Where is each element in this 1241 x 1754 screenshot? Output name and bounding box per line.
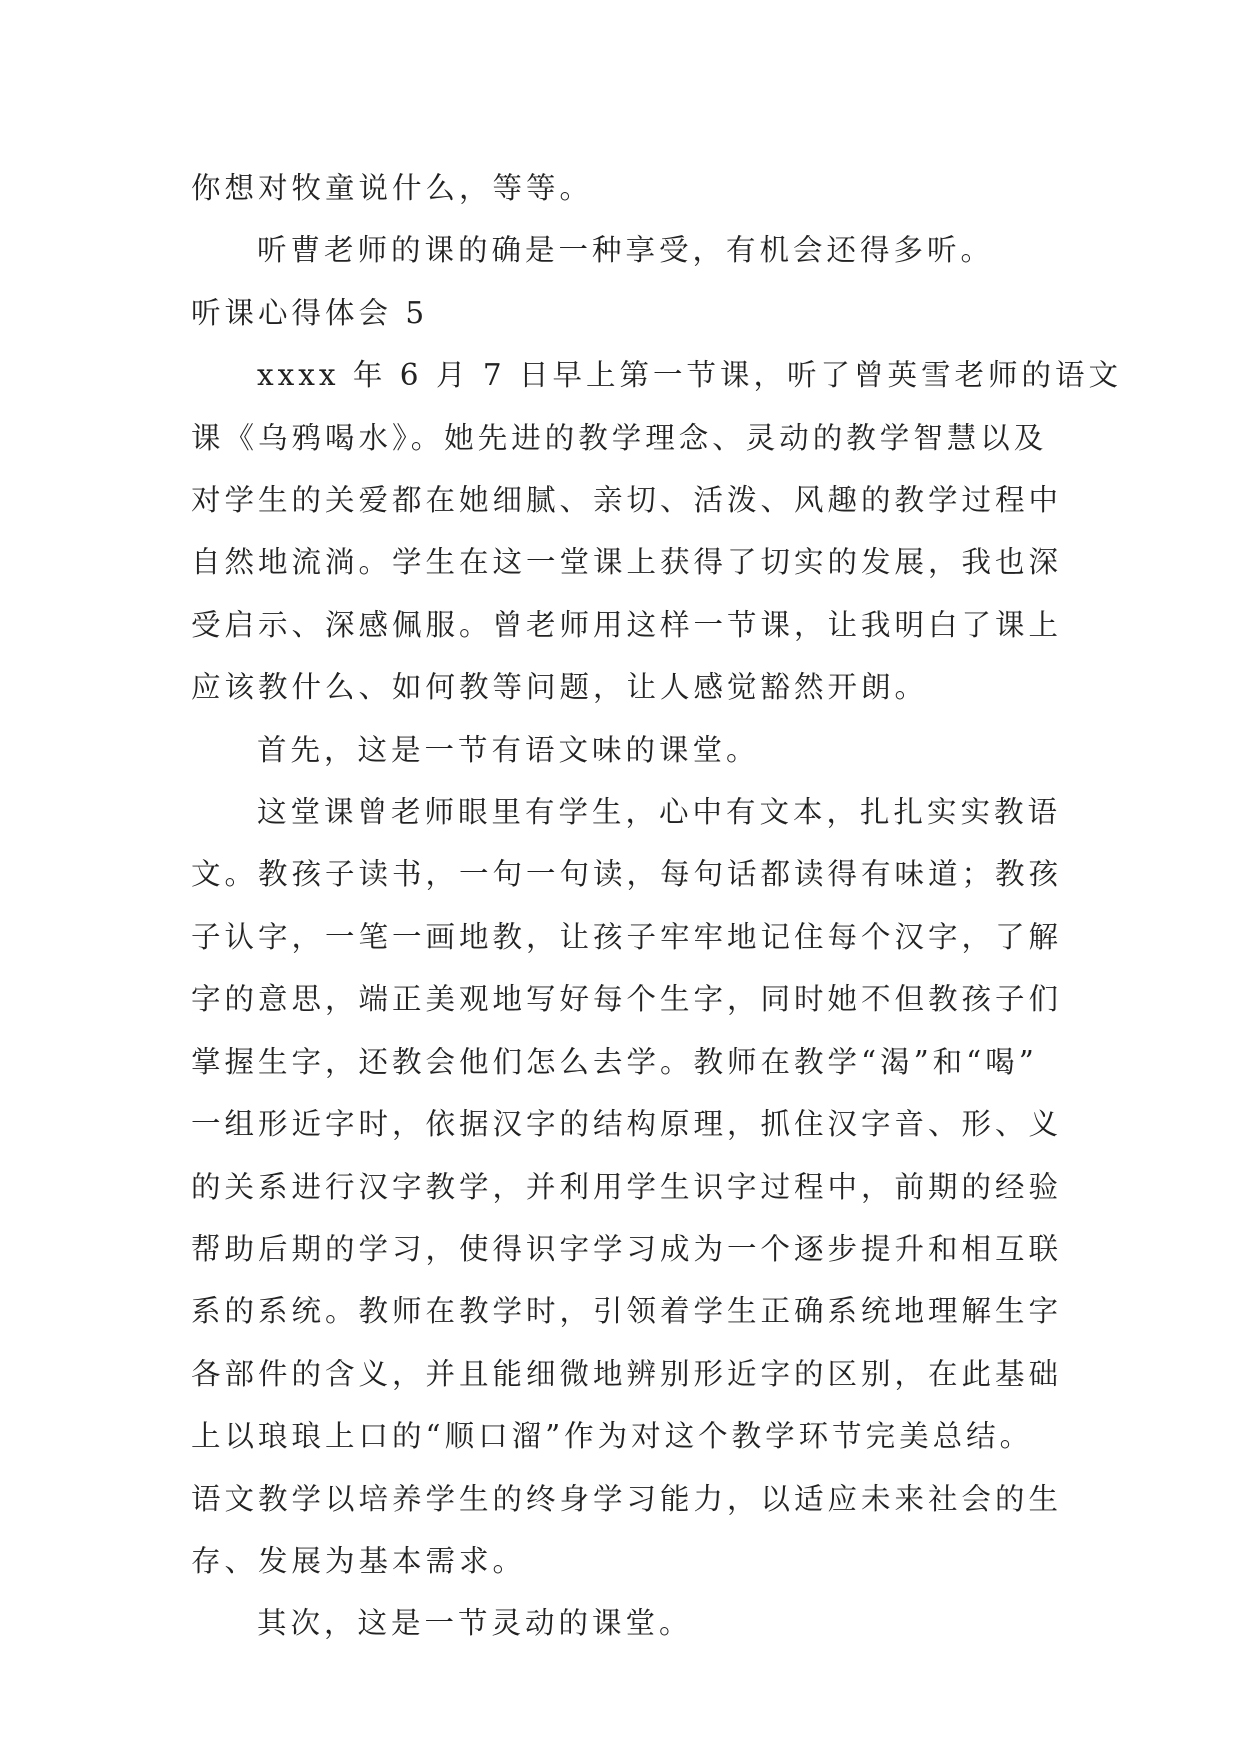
text-line: 语文教学以培养学生的终身学习能力，以适应未来社会的生 bbox=[191, 1481, 1063, 1516]
paragraph-6 bbox=[191, 1592, 1071, 1654]
text-line: 对学生的关爱都在她细腻、亲切、活泼、风趣的教学过程中 bbox=[191, 483, 1063, 518]
text-line: 上以琅琅上口的“顺口溜”作为对这个教学环节完美总结。 bbox=[191, 1419, 1034, 1454]
text-line: 帮助后期的学习，使得识字学习成为一个逐步提升和相互联 bbox=[191, 1231, 1063, 1266]
heading-text: 听课心得体会 5 bbox=[191, 295, 429, 330]
paragraph-2 bbox=[191, 219, 1071, 281]
text-line: 一组形近字时，依据汉字的结构原理，抓住汉字音、形、义 bbox=[191, 1107, 1063, 1142]
text-line: 掌握生字，还教会他们怎么去学。教师在教学“渴”和“喝” bbox=[191, 1044, 1038, 1079]
paragraph-3 bbox=[191, 344, 1122, 718]
text-line: 首先，这是一节有语文味的课堂。 bbox=[257, 732, 760, 767]
text-line: 你想对牧童说什么，等等。 bbox=[191, 171, 594, 205]
text-line: 各部件的含义，并且能细微地辨别形近字的区别，在此基础 bbox=[191, 1356, 1063, 1391]
text-line: 应该教什么、如何教等问题，让人感觉豁然开朗。 bbox=[191, 670, 929, 705]
text-line: 其次，这是一节灵动的课堂。 bbox=[257, 1606, 693, 1641]
text-line: 存、发展为基本需求。 bbox=[191, 1543, 527, 1578]
text-line: 听曹老师的课的确是一种享受，有机会还得多听。 bbox=[257, 233, 995, 268]
text-line: 系的系统。教师在教学时，引领着学生正确系统地理解生字 bbox=[191, 1294, 1063, 1329]
text-line: 字的意思，端正美观地写好每个生字，同时她不但教孩子们 bbox=[191, 982, 1063, 1017]
paragraph-1 bbox=[191, 157, 1071, 219]
text-line: 受启示、深感佩服。曾老师用这样一节课，让我明白了课上 bbox=[191, 607, 1063, 642]
paragraph-5 bbox=[191, 781, 1071, 1592]
text-line: 的关系进行汉字教学，并利用学生识字过程中，前期的经验 bbox=[191, 1169, 1063, 1204]
text-line: 这堂课曾老师眼里有学生，心中有文本，扎扎实实教语 bbox=[257, 795, 1062, 830]
text-line: 课《乌鸦喝水》。她先进的教学理念、灵动的教学智慧以及 bbox=[191, 420, 1048, 455]
document-body bbox=[191, 157, 1122, 1655]
text-line: xxxx 年 6 月 7 日早上第一节课，听了曾英雪老师的语文 bbox=[257, 358, 1122, 393]
text-line: 子认字，一笔一画地教，让孩子牢牢地记住每个汉字，了解 bbox=[191, 919, 1063, 954]
paragraph-4 bbox=[191, 719, 1071, 781]
text-line: 自然地流淌。学生在这一堂课上获得了切实的发展，我也深 bbox=[191, 545, 1063, 580]
section-heading bbox=[191, 282, 1071, 344]
text-line: 文。教孩子读书，一句一句读，每句话都读得有味道；教孩 bbox=[191, 857, 1063, 892]
